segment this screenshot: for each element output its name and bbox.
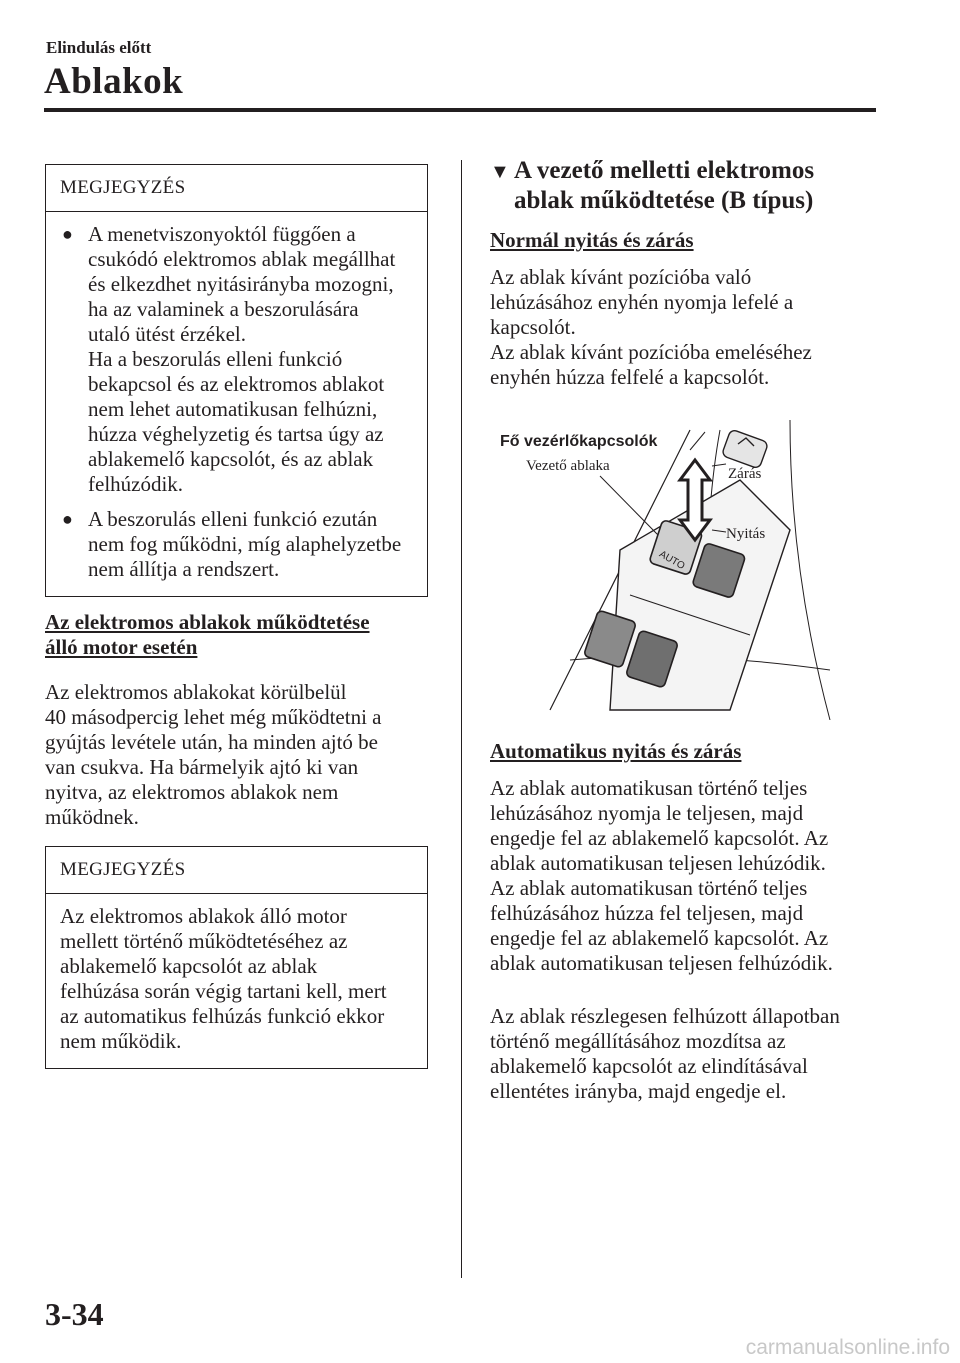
bullet-icon: ● xyxy=(62,224,73,244)
subheading-engine-off: Az elektromos ablakok működtetése álló motor esetén xyxy=(45,610,370,659)
bullet-text: A beszorulás elleni funkció ezután nem fog működni, míg alaphelyzetbe nem állítja a rendszert. xyxy=(88,507,402,581)
diagram-driver-label: Vezető ablaka xyxy=(526,458,610,474)
diagram-open-label: Nyitás xyxy=(726,526,766,542)
note-heading: MEGJEGYZÉS xyxy=(46,847,427,894)
note-box-anti-pinch xyxy=(45,164,428,597)
page-title: Ablakok xyxy=(44,61,184,102)
watermark: carmanualsonline.info xyxy=(745,1336,950,1359)
note-bullet xyxy=(60,222,413,497)
auto-switch-label: AUTO xyxy=(657,548,687,573)
section-label: Elindulás előtt xyxy=(46,38,152,57)
note-body xyxy=(46,212,427,596)
note-text: Az elektromos ablakok álló motor mellett történő működtetéséhez az ablakemelő kapcsolót az ablak felhúzása során végig tartani kell, mert az automatikus felhúzás funkció ekkor nem működik. xyxy=(60,904,387,1053)
note-bullet xyxy=(60,507,413,582)
note-heading: MEGJEGYZÉS xyxy=(46,165,427,212)
bullet-text: A menetviszonyoktól függően a csukódó elektromos ablak megállhat és elkezdhet nyitásirányba mozogni, ha az valaminek a beszorulására utaló ütést érzékel. Ha a beszorulás elleni funkció bekapcsol és az elektromos ablakot nem lehet automatikusan felhúzni, húzza véghelyzetig és tartsa úgy az ablakemelő kapcsolót, és az ablak felhúzódik. xyxy=(88,222,396,496)
note-box-engine-off xyxy=(45,846,428,1069)
section-heading xyxy=(490,156,814,216)
bullet-icon: ● xyxy=(62,509,73,529)
paragraph-auto: Az ablak automatikusan történő teljes lehúzásához nyomja le teljesen, majd engedje fel az ablakemelő kapcsolót. Az ablak automatikusan teljesen lehúzódik. Az ablak automatikusan történő teljes felhúzásához húzza fel teljesen, majd engedje fel az ablakemelő kapcsolót. Az ablak automatikusan teljesen felhúzódik. xyxy=(490,776,833,975)
subheading-normal: Normál nyitás és zárás xyxy=(490,228,694,252)
subheading-auto: Automatikus nyitás és zárás xyxy=(490,739,742,763)
page-number: 3-34 xyxy=(45,1296,104,1332)
window-switch-illustration xyxy=(490,420,870,720)
paragraph-normal: Az ablak kívánt pozícióba való lehúzásához enyhén nyomja lefelé a kapcsolót. Az ablak kívánt pozícióba emeléséhez enyhén húzza felfelé a kapcsolót. xyxy=(490,265,812,389)
column-divider xyxy=(461,160,462,1278)
paragraph-stop: Az ablak részlegesen felhúzott állapotban történő megállításához mozdítsa az ablakemelő kapcsolót az elindításával ellentétes irányba, majd engedje el. xyxy=(490,1004,840,1103)
section-heading-text: A vezető melletti elektromos ablak működtetése (B típus) xyxy=(514,157,815,214)
window-switch-diagram xyxy=(490,420,870,720)
diagram-close-label: Zárás xyxy=(728,466,762,482)
paragraph-engine-off: Az elektromos ablakokat körülbelül 40 másodpercig lehet még működtetni a gyújtás levétele után, ha minden ajtó be van csukva. Ha bármelyik ajtó ki van nyitva, az elektromos ablakok nem működnek. xyxy=(45,680,382,829)
header-rule xyxy=(44,108,876,112)
triangle-marker-icon: ▼ xyxy=(490,161,510,183)
diagram-main-label: Fő vezérlőkapcsolók xyxy=(500,433,658,450)
